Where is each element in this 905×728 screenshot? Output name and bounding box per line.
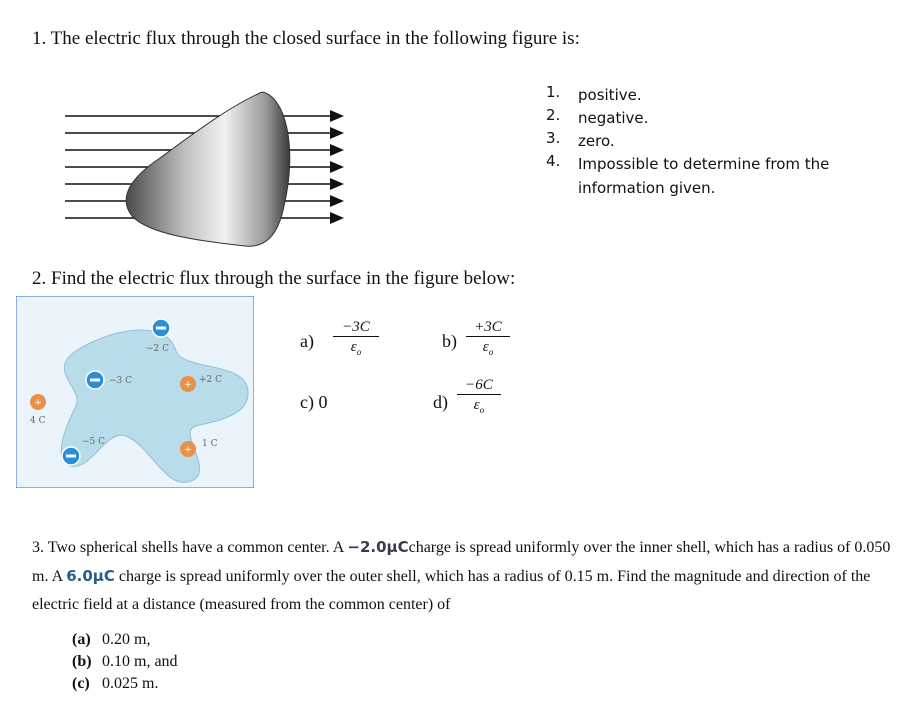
question-1-text: 1. The electric flux through the closed surface in the following figure is: bbox=[32, 28, 580, 49]
charge-label-3: +2 C bbox=[199, 375, 223, 385]
charges-surface-figure bbox=[16, 296, 254, 488]
svg-text:+: + bbox=[184, 445, 192, 455]
q1-option-4: 4. Impossible to determine from the information given. bbox=[546, 152, 830, 197]
q1-option-2: 2. negative. bbox=[546, 106, 649, 127]
q2-option-c: c) 0 bbox=[300, 392, 328, 412]
q1-option-1: 1. positive. bbox=[546, 83, 642, 104]
charge-label-4: 4 C bbox=[30, 416, 46, 426]
q2-option-b-fraction: $\frac{+3C}{\varepsilon_o}$ bbox=[466, 319, 510, 357]
q3-part-c: (c) 0.025 m. bbox=[72, 675, 159, 692]
q3-part-a: (a) 0.20 m, bbox=[72, 631, 151, 648]
q2-option-d-fraction: $\frac{-6C}{\varepsilon_o}$ bbox=[457, 377, 501, 415]
charge-label-5: −5 C bbox=[82, 437, 106, 447]
question-2-text: 2. Find the electric flux through the surface in the figure below: bbox=[32, 268, 516, 289]
svg-text:+: + bbox=[184, 380, 192, 390]
question-3-text: 3. Two spherical shells have a common center. A −2.0μCcharge is spread uniformly over the inner shell, which has a radius of 0.050 m. A 6.0μC charge is spread uniformly over the outer shell, which has a radius of 0.15 m. Find the magnitude and direction of the electric field at a distance (measured from the common center) of bbox=[32, 538, 891, 613]
charge-label-6: 1 C bbox=[202, 439, 218, 449]
outer-charge-value: 6.0μC bbox=[66, 567, 115, 585]
svg-text:+: + bbox=[34, 398, 42, 408]
charge-label-2: −3 C bbox=[109, 376, 133, 386]
flux-surface-figure bbox=[60, 86, 360, 251]
q3-part-b: (b) 0.10 m, and bbox=[72, 653, 178, 670]
q2-option-a-fraction: $\frac{-3C}{\varepsilon_o}$ bbox=[333, 319, 379, 357]
q1-option-3: 3. zero. bbox=[546, 129, 615, 150]
charge-label-1: −2 C bbox=[146, 344, 170, 354]
q2-option-d-label: d) bbox=[433, 392, 448, 412]
inner-charge-value: −2.0μC bbox=[347, 538, 409, 556]
q2-option-b-label: b) bbox=[442, 331, 457, 351]
q2-option-a-label: a) bbox=[300, 331, 314, 351]
